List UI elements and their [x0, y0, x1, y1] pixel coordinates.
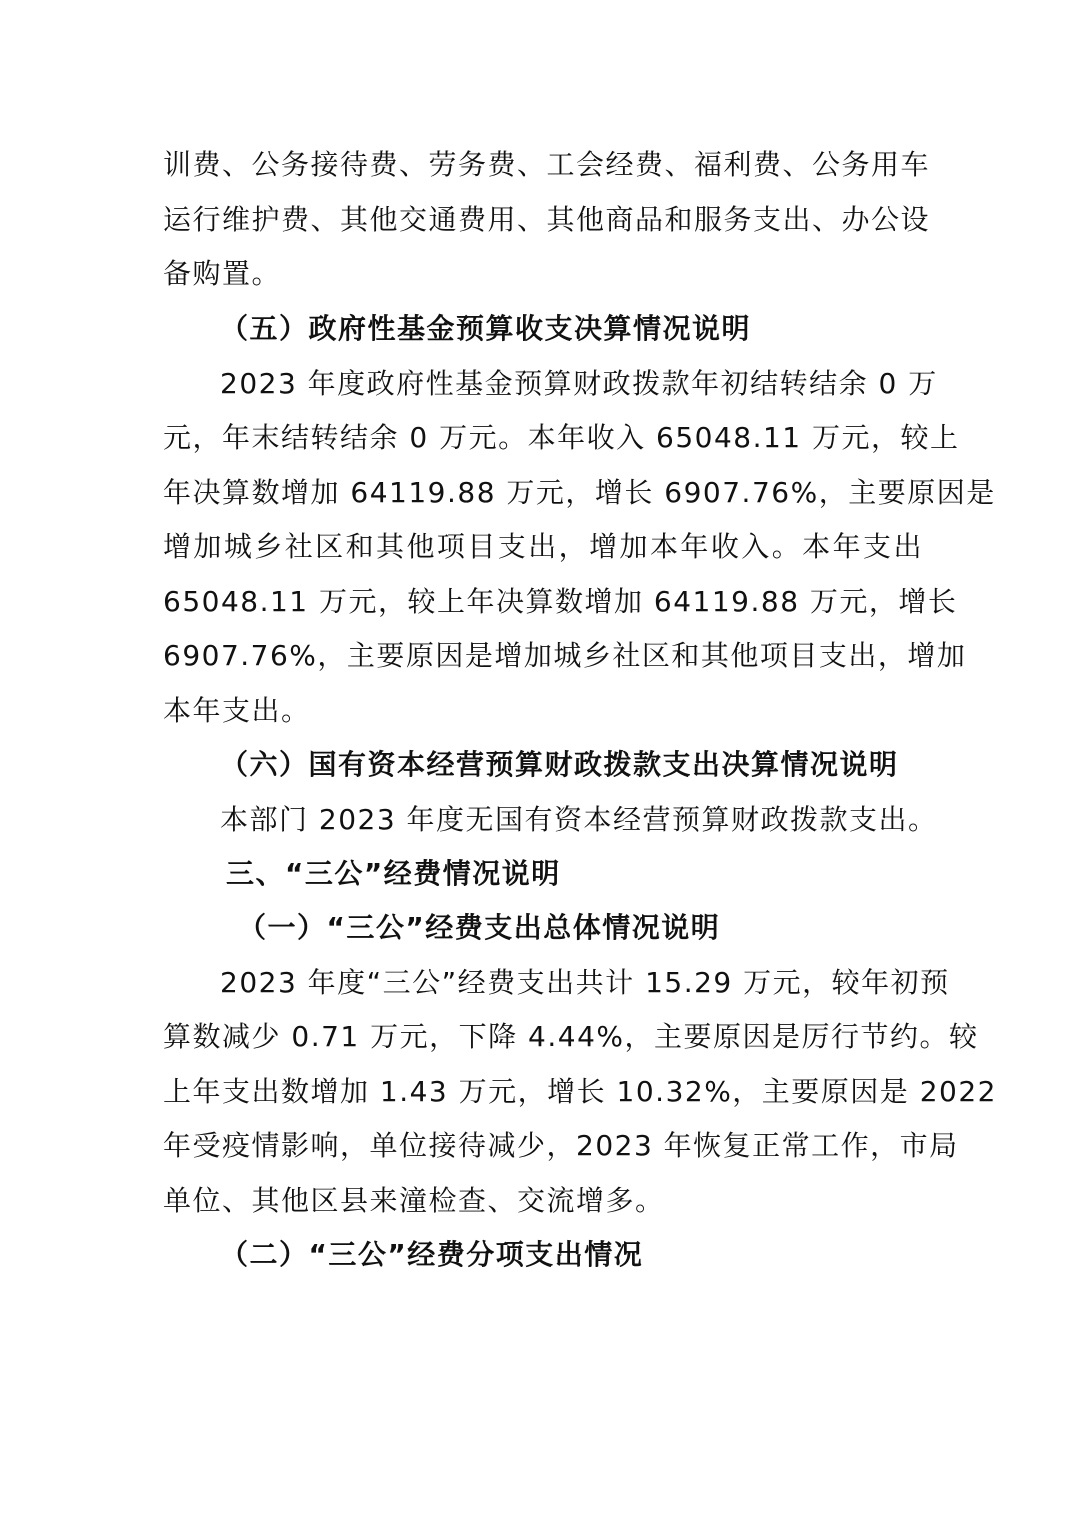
paragraph-line: 运行维护费、其他交通费用、其他商品和服务支出、办公设	[163, 203, 931, 236]
paragraph-line: 65048.11 万元，较上年决算数增加 64119.88 万元，增长	[163, 585, 958, 618]
paragraph-line: 本年支出。	[163, 694, 311, 727]
subsection-heading-two: （二）“三公”经费分项支出情况	[220, 1238, 644, 1271]
paragraph-line: 年决算数增加 64119.88 万元，增长 6907.76%，主要原因是	[163, 476, 996, 509]
section-heading-three: 三、“三公”经费情况说明	[226, 857, 561, 890]
paragraph-line: 增加城乡社区和其他项目支出，增加本年收入。本年支出	[163, 530, 923, 563]
subsection-heading-one: （一）“三公”经费支出总体情况说明	[238, 911, 721, 944]
section-heading-six: （六）国有资本经营预算财政拨款支出决算情况说明	[220, 748, 899, 781]
paragraph-line: 2023 年度“三公”经费支出共计 15.29 万元，较年初预	[220, 966, 950, 999]
paragraph-line: 6907.76%，主要原因是增加城乡社区和其他项目支出，增加	[163, 639, 967, 672]
paragraph-line: 算数减少 0.71 万元，下降 4.44%，主要原因是厉行节约。较	[163, 1020, 979, 1053]
paragraph-line: 元，年末结转结余 0 万元。本年收入 65048.11 万元，较上	[163, 421, 960, 454]
paragraph-line: 年受疫情影响，单位接待减少，2023 年恢复正常工作，市局	[163, 1129, 959, 1162]
paragraph-line: 2023 年度政府性基金预算财政拨款年初结转结余 0 万	[220, 367, 938, 400]
paragraph-line: 备购置。	[163, 257, 282, 290]
paragraph-line: 单位、其他区县来潼检查、交流增多。	[163, 1184, 665, 1217]
section-heading-five: （五）政府性基金预算收支决算情况说明	[220, 312, 752, 345]
paragraph-line: 上年支出数增加 1.43 万元，增长 10.32%，主要原因是 2022	[163, 1075, 997, 1108]
paragraph-line: 训费、公务接待费、劳务费、工会经费、福利费、公务用车	[163, 148, 931, 181]
paragraph-line: 本部门 2023 年度无国有资本经营预算财政拨款支出。	[220, 803, 938, 836]
